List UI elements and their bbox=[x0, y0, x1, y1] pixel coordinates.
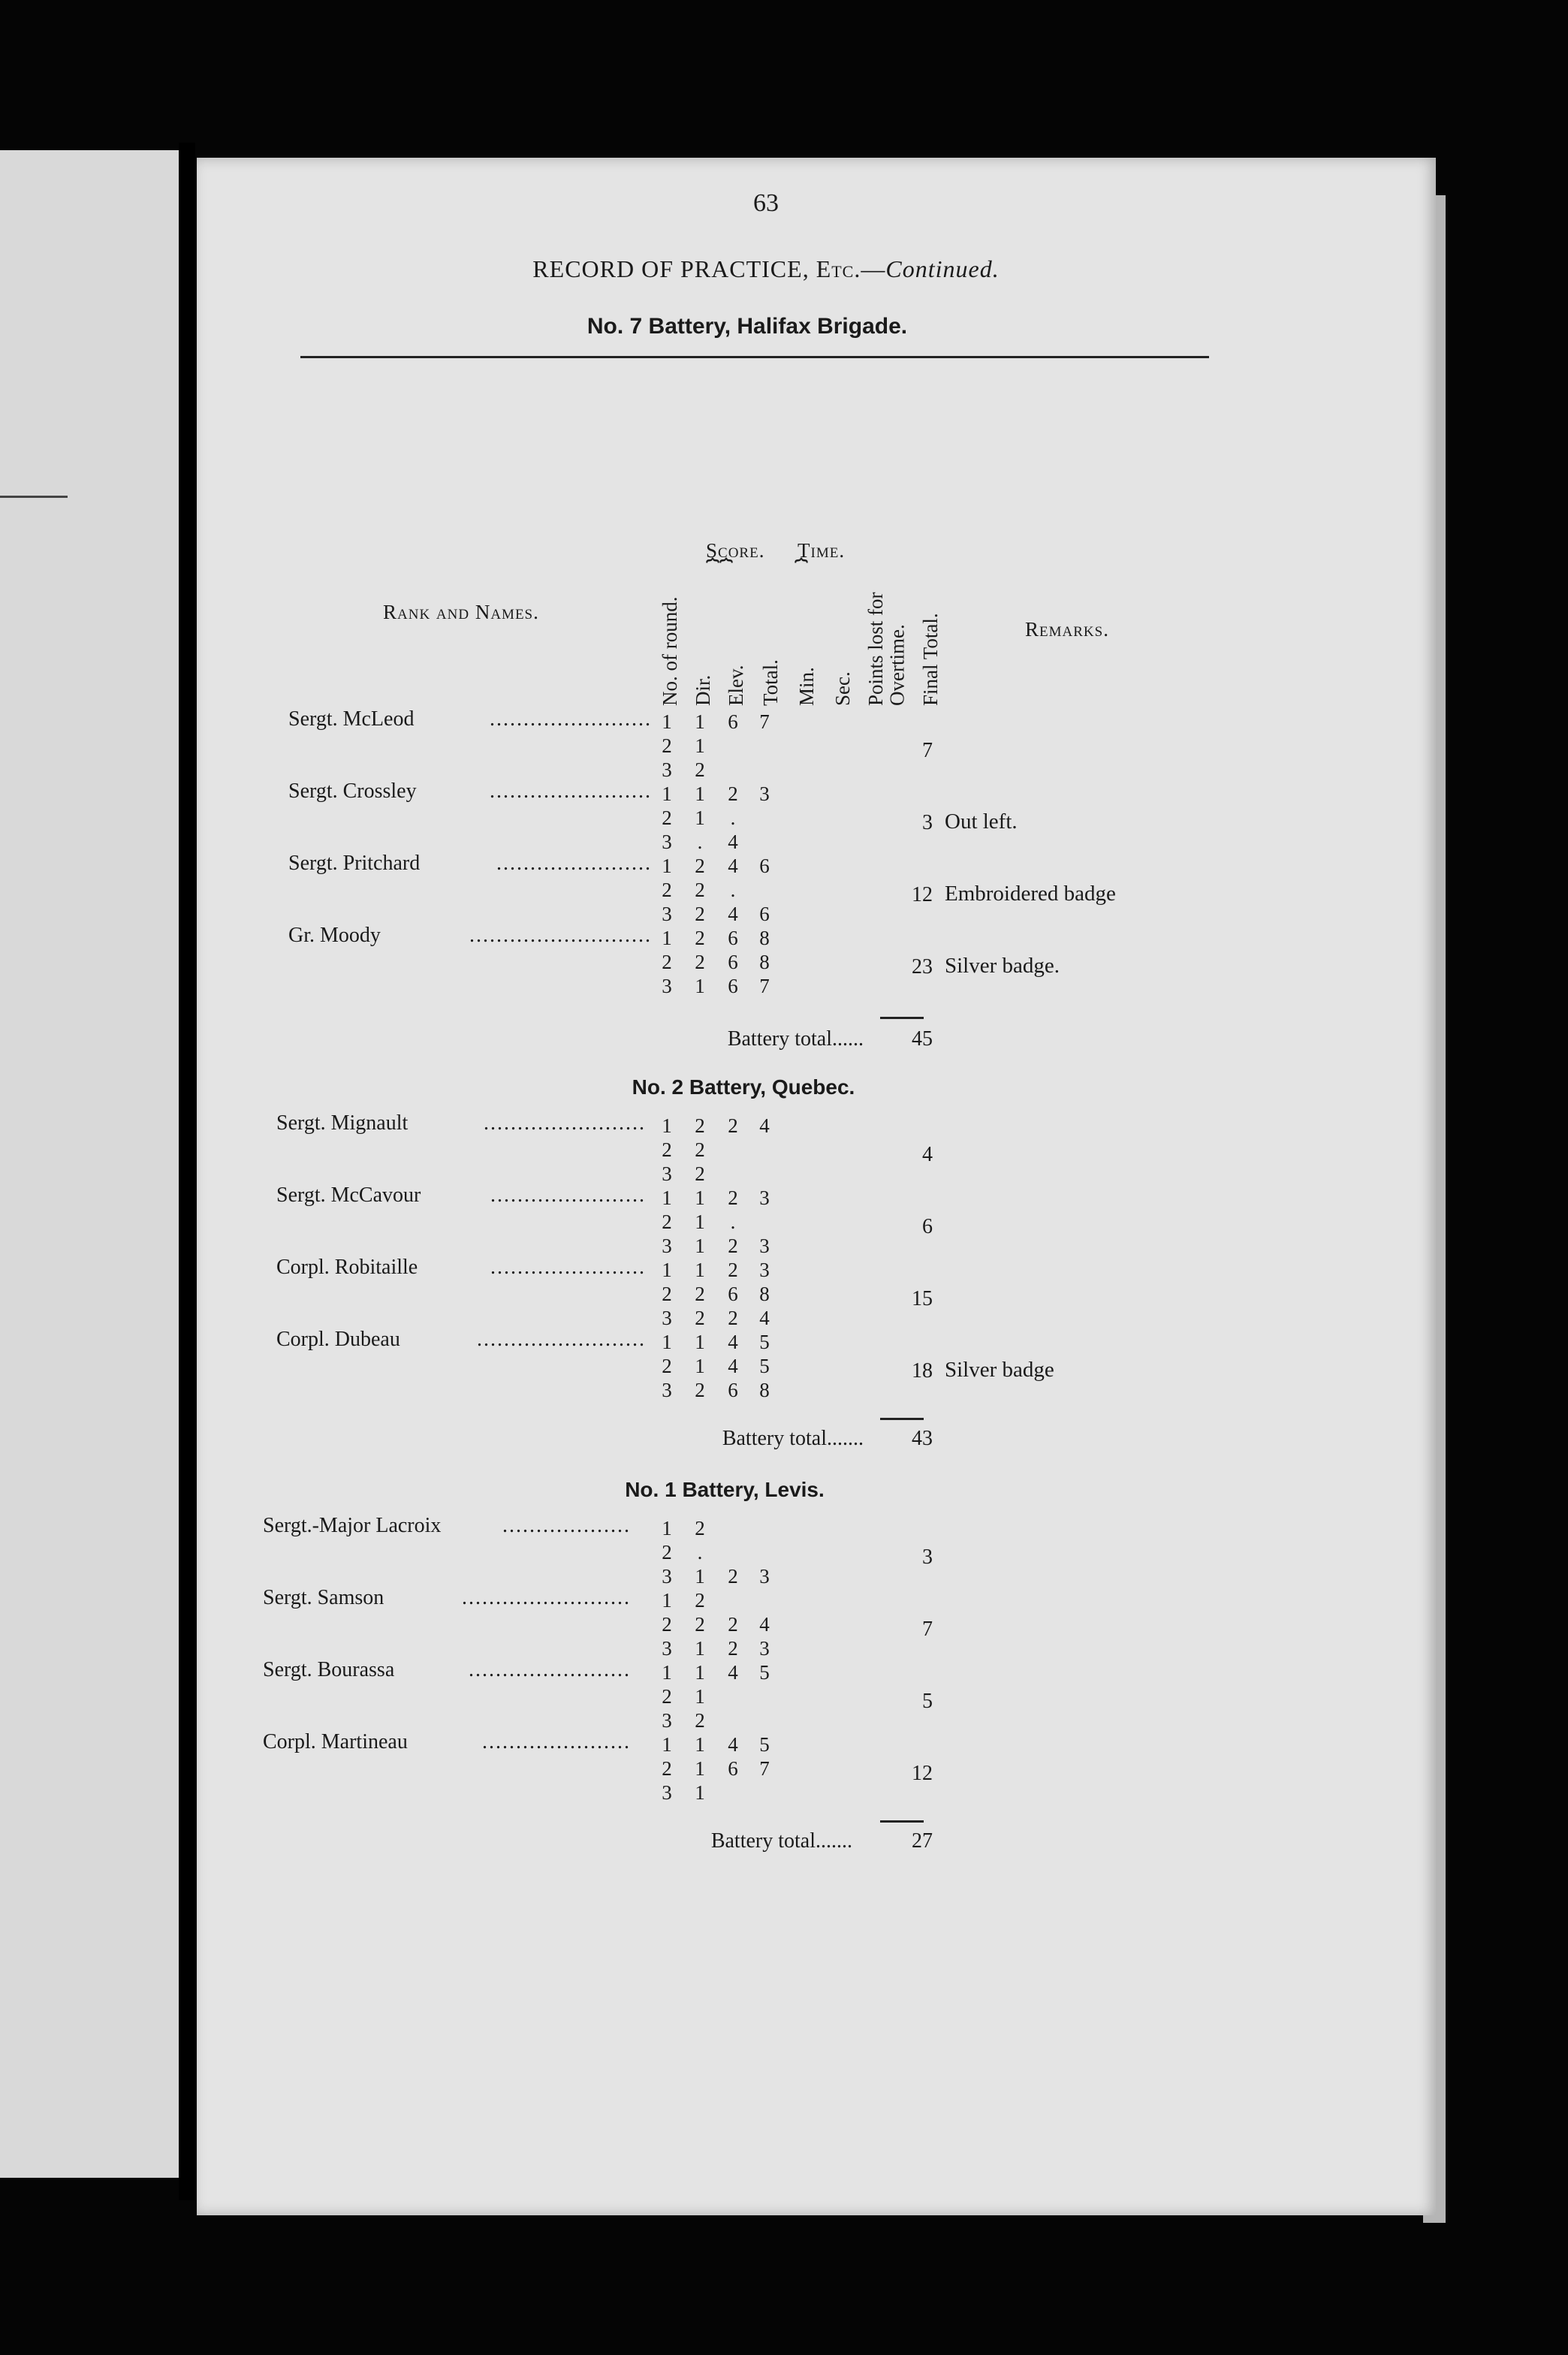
battery-total: 43 bbox=[912, 1427, 933, 1450]
leader-dots: ........................ bbox=[484, 1111, 646, 1135]
score-cell: 6 bbox=[728, 951, 738, 973]
battery-total-label: Battery total...... bbox=[727, 1027, 864, 1051]
score-cell: 4 bbox=[759, 1114, 770, 1137]
leader-dots: ........................ bbox=[469, 1658, 631, 1681]
score-cell: 6 bbox=[728, 1757, 738, 1780]
score-cell: 6 bbox=[728, 1283, 738, 1305]
score-cell: 4 bbox=[759, 1307, 770, 1329]
final-total: 7 bbox=[922, 739, 933, 762]
score-cell: 3 bbox=[662, 1235, 672, 1257]
score-cell: 2 bbox=[695, 1589, 705, 1612]
final-total: 18 bbox=[912, 1359, 933, 1383]
score-cell: 2 bbox=[662, 951, 672, 973]
score-cell: 1 bbox=[695, 1661, 705, 1684]
score-cell: 5 bbox=[759, 1355, 770, 1377]
score-cell: 1 bbox=[695, 1565, 705, 1588]
score-cell: 3 bbox=[662, 1379, 672, 1401]
score-cell: 2 bbox=[695, 1517, 705, 1539]
battery-heading-3: No. 1 Battery, Levis. bbox=[625, 1478, 825, 1501]
battery-total-label: Battery total....... bbox=[722, 1427, 864, 1450]
score-cell: 2 bbox=[728, 1259, 738, 1281]
final-total-header: Final Total. bbox=[919, 613, 942, 706]
score-cell: 4 bbox=[759, 1613, 770, 1636]
page-number: 63 bbox=[753, 189, 779, 217]
score-cell: 1 bbox=[695, 1211, 705, 1233]
score-cell: 3 bbox=[662, 1307, 672, 1329]
soldier-name: Sergt.-Major Lacroix bbox=[263, 1514, 442, 1537]
final-total: 3 bbox=[922, 811, 933, 834]
score-cell: 1 bbox=[662, 1661, 672, 1684]
score-cell: 1 bbox=[695, 807, 705, 829]
soldier-name: Corpl. Dubeau bbox=[276, 1328, 400, 1351]
final-total: 6 bbox=[922, 1215, 933, 1238]
final-total: 15 bbox=[912, 1287, 933, 1310]
score-cell: 7 bbox=[759, 975, 770, 997]
leader-dots: ........................ bbox=[490, 707, 652, 731]
leader-dots: ................... bbox=[502, 1514, 631, 1537]
score-cell: 2 bbox=[662, 1355, 672, 1377]
score-cell: 3 bbox=[662, 758, 672, 781]
score-cell: 2 bbox=[695, 903, 705, 925]
score-cell: 2 bbox=[662, 1138, 672, 1161]
score-cell: 5 bbox=[759, 1331, 770, 1353]
score-cell: 1 bbox=[662, 927, 672, 949]
score-cell: 4 bbox=[728, 831, 738, 853]
remarks-header: Remarks. bbox=[1025, 618, 1109, 641]
score-cell: 2 bbox=[662, 1541, 672, 1563]
score-cell: 2 bbox=[728, 1187, 738, 1209]
score-cell: 1 bbox=[695, 782, 705, 805]
score-cell: 2 bbox=[695, 1114, 705, 1137]
score-cell: 3 bbox=[662, 1637, 672, 1660]
score-cell: 2 bbox=[662, 1283, 672, 1305]
score-cell: . bbox=[697, 1541, 703, 1563]
soldier-name: Corpl. Martineau bbox=[263, 1730, 408, 1753]
score-cell: 1 bbox=[695, 1637, 705, 1660]
score-cell: 2 bbox=[695, 1307, 705, 1329]
remark-text: Embroidered badge bbox=[945, 882, 1116, 906]
leader-dots: ......................... bbox=[462, 1586, 631, 1609]
battery-heading-2: No. 2 Battery, Quebec. bbox=[632, 1075, 855, 1099]
score-cell: 2 bbox=[728, 782, 738, 805]
score-cell: 2 bbox=[662, 807, 672, 829]
score-cell: 6 bbox=[728, 1379, 738, 1401]
score-cell: 1 bbox=[695, 1331, 705, 1353]
score-cell: . bbox=[697, 831, 703, 853]
score-cell: 2 bbox=[695, 951, 705, 973]
rank-names-header: Rank and Names. bbox=[383, 601, 539, 623]
soldier-name: Sergt. Bourassa bbox=[263, 1658, 395, 1681]
score-cell: 1 bbox=[695, 975, 705, 997]
score-cell: 1 bbox=[662, 1187, 672, 1209]
score-cell: 3 bbox=[662, 831, 672, 853]
battery-heading-1: No. 7 Battery, Halifax Brigade. bbox=[586, 314, 908, 339]
score-cell: 3 bbox=[662, 903, 672, 925]
sum-rule bbox=[880, 1820, 924, 1823]
score-cell: 2 bbox=[662, 879, 672, 901]
leader-dots: ...................... bbox=[482, 1730, 631, 1753]
score-cell: 2 bbox=[695, 879, 705, 901]
score-cell: 7 bbox=[759, 1757, 770, 1780]
soldier-name: Sergt. McLeod bbox=[288, 707, 415, 731]
score-cell: 2 bbox=[695, 1283, 705, 1305]
adjacent-left-page bbox=[0, 150, 179, 2178]
score-cell: 2 bbox=[728, 1114, 738, 1137]
final-total: 12 bbox=[912, 883, 933, 906]
soldier-name: Sergt. Samson bbox=[263, 1586, 384, 1609]
remark-text: Out left. bbox=[945, 810, 1018, 834]
score-cell: . bbox=[730, 1211, 736, 1233]
title-italic: Continued. bbox=[885, 255, 1000, 282]
score-cell: 1 bbox=[695, 1757, 705, 1780]
leader-dots: ....................... bbox=[490, 1184, 646, 1207]
soldier-name: Gr. Moody bbox=[288, 924, 381, 947]
elev-header: Elev. bbox=[725, 665, 747, 706]
score-cell: 3 bbox=[662, 975, 672, 997]
score-cell: 1 bbox=[662, 1733, 672, 1756]
score-cell: 3 bbox=[662, 1709, 672, 1732]
score-cell: 5 bbox=[759, 1661, 770, 1684]
sec-header: Sec. bbox=[831, 671, 854, 706]
score-cell: 2 bbox=[728, 1613, 738, 1636]
score-cell: 2 bbox=[695, 1709, 705, 1732]
final-total: 3 bbox=[922, 1545, 933, 1569]
soldier-name: Sergt. Mignault bbox=[276, 1111, 409, 1135]
soldier-name: Sergt. McCavour bbox=[276, 1184, 421, 1207]
score-cell: 8 bbox=[759, 951, 770, 973]
final-total: 7 bbox=[922, 1618, 933, 1641]
score-cell: 1 bbox=[695, 1187, 705, 1209]
score-cell: 7 bbox=[759, 710, 770, 733]
score-cell: 3 bbox=[662, 1162, 672, 1185]
soldier-name: Sergt. Crossley bbox=[288, 779, 417, 803]
score-cell: 2 bbox=[728, 1235, 738, 1257]
score-brace: ⏞⏞ bbox=[706, 559, 733, 583]
time-header: Time. bbox=[798, 539, 846, 562]
score-cell: 6 bbox=[728, 710, 738, 733]
score-cell: 3 bbox=[759, 1235, 770, 1257]
leader-dots: ....................... bbox=[496, 852, 652, 875]
score-cell: 6 bbox=[759, 903, 770, 925]
score-cell: 2 bbox=[662, 1685, 672, 1708]
final-total: 23 bbox=[912, 955, 933, 978]
score-header: Score. bbox=[706, 539, 765, 562]
score-cell: 1 bbox=[662, 782, 672, 805]
score-cell: 3 bbox=[759, 1259, 770, 1281]
title-main: RECORD OF PRACTICE, bbox=[532, 255, 816, 282]
score-cell: 3 bbox=[662, 1565, 672, 1588]
score-cell: 4 bbox=[728, 1355, 738, 1377]
score-cell: 1 bbox=[662, 1331, 672, 1353]
score-cell: 1 bbox=[695, 734, 705, 757]
score-cell: 1 bbox=[662, 855, 672, 877]
dir-header: Dir. bbox=[692, 674, 714, 706]
score-cell: 3 bbox=[662, 1781, 672, 1804]
score-cell: 2 bbox=[662, 1757, 672, 1780]
sum-rule bbox=[880, 1017, 924, 1019]
score-cell: 1 bbox=[662, 1259, 672, 1281]
leader-dots: ......................... bbox=[477, 1328, 646, 1351]
score-cell: 1 bbox=[662, 710, 672, 733]
score-cell: 6 bbox=[728, 927, 738, 949]
battery-total-label: Battery total....... bbox=[710, 1829, 852, 1853]
score-cell: 1 bbox=[695, 1355, 705, 1377]
score-cell: 4 bbox=[728, 903, 738, 925]
score-cell: 3 bbox=[759, 1637, 770, 1660]
score-cell: . bbox=[730, 807, 736, 829]
final-total: 12 bbox=[912, 1762, 933, 1785]
sum-rule bbox=[880, 1418, 924, 1420]
score-cell: 2 bbox=[695, 1379, 705, 1401]
leader-dots: ....................... bbox=[490, 1256, 646, 1279]
title-small: Etc.— bbox=[816, 255, 886, 282]
battery-total: 27 bbox=[912, 1829, 933, 1853]
score-cell: . bbox=[730, 879, 736, 901]
book-gutter bbox=[179, 143, 195, 2200]
score-cell: 1 bbox=[695, 1685, 705, 1708]
score-cell: 8 bbox=[759, 1379, 770, 1401]
time-brace: ⏞ bbox=[795, 559, 808, 583]
score-cell: 1 bbox=[695, 1259, 705, 1281]
score-cell: 4 bbox=[728, 1661, 738, 1684]
score-cell: 1 bbox=[695, 1235, 705, 1257]
score-cell: 4 bbox=[728, 1331, 738, 1353]
score-cell: 2 bbox=[695, 1613, 705, 1636]
score-cell: 2 bbox=[695, 855, 705, 877]
soldier-name: Corpl. Robitaille bbox=[276, 1256, 418, 1279]
score-cell: 2 bbox=[662, 734, 672, 757]
min-header: Min. bbox=[795, 667, 818, 706]
score-cell: 2 bbox=[728, 1307, 738, 1329]
points-lost-header: Points lost for Overtime. bbox=[864, 592, 909, 706]
score-cell: 1 bbox=[695, 1781, 705, 1804]
score-cell: 2 bbox=[728, 1565, 738, 1588]
score-cell: 2 bbox=[695, 1138, 705, 1161]
score-cell: 2 bbox=[695, 1162, 705, 1185]
score-cell: 2 bbox=[662, 1613, 672, 1636]
score-cell: 8 bbox=[759, 927, 770, 949]
total-header: Total. bbox=[759, 659, 782, 706]
battery-total: 45 bbox=[912, 1027, 933, 1051]
score-cell: 6 bbox=[759, 855, 770, 877]
soldier-name: Sergt. Pritchard bbox=[288, 852, 421, 875]
score-cell: 8 bbox=[759, 1283, 770, 1305]
remark-text: Silver badge. bbox=[945, 954, 1060, 978]
score-cell: 3 bbox=[759, 1187, 770, 1209]
score-cell: 2 bbox=[695, 927, 705, 949]
remark-text: Silver badge bbox=[945, 1358, 1054, 1382]
leader-dots: ........................... bbox=[469, 924, 652, 947]
score-cell: 4 bbox=[728, 855, 738, 877]
score-cell: 4 bbox=[728, 1733, 738, 1756]
left-page-rule bbox=[0, 496, 68, 498]
score-cell: 3 bbox=[759, 1565, 770, 1588]
score-cell: 2 bbox=[662, 1211, 672, 1233]
score-cell: 1 bbox=[695, 710, 705, 733]
score-cell: 1 bbox=[662, 1114, 672, 1137]
score-cell: 1 bbox=[662, 1517, 672, 1539]
no-of-round-header: No. of round. bbox=[659, 596, 681, 706]
score-cell: 2 bbox=[728, 1637, 738, 1660]
score-cell: 1 bbox=[662, 1589, 672, 1612]
score-cell: 3 bbox=[759, 782, 770, 805]
score-cell: 6 bbox=[728, 975, 738, 997]
score-cell: 5 bbox=[759, 1733, 770, 1756]
score-cell: 2 bbox=[695, 758, 705, 781]
score-cell: 1 bbox=[695, 1733, 705, 1756]
final-total: 4 bbox=[922, 1143, 933, 1166]
final-total: 5 bbox=[922, 1690, 933, 1713]
header-rule bbox=[300, 356, 1209, 358]
page-title bbox=[532, 255, 999, 283]
leader-dots: ........................ bbox=[490, 779, 652, 803]
